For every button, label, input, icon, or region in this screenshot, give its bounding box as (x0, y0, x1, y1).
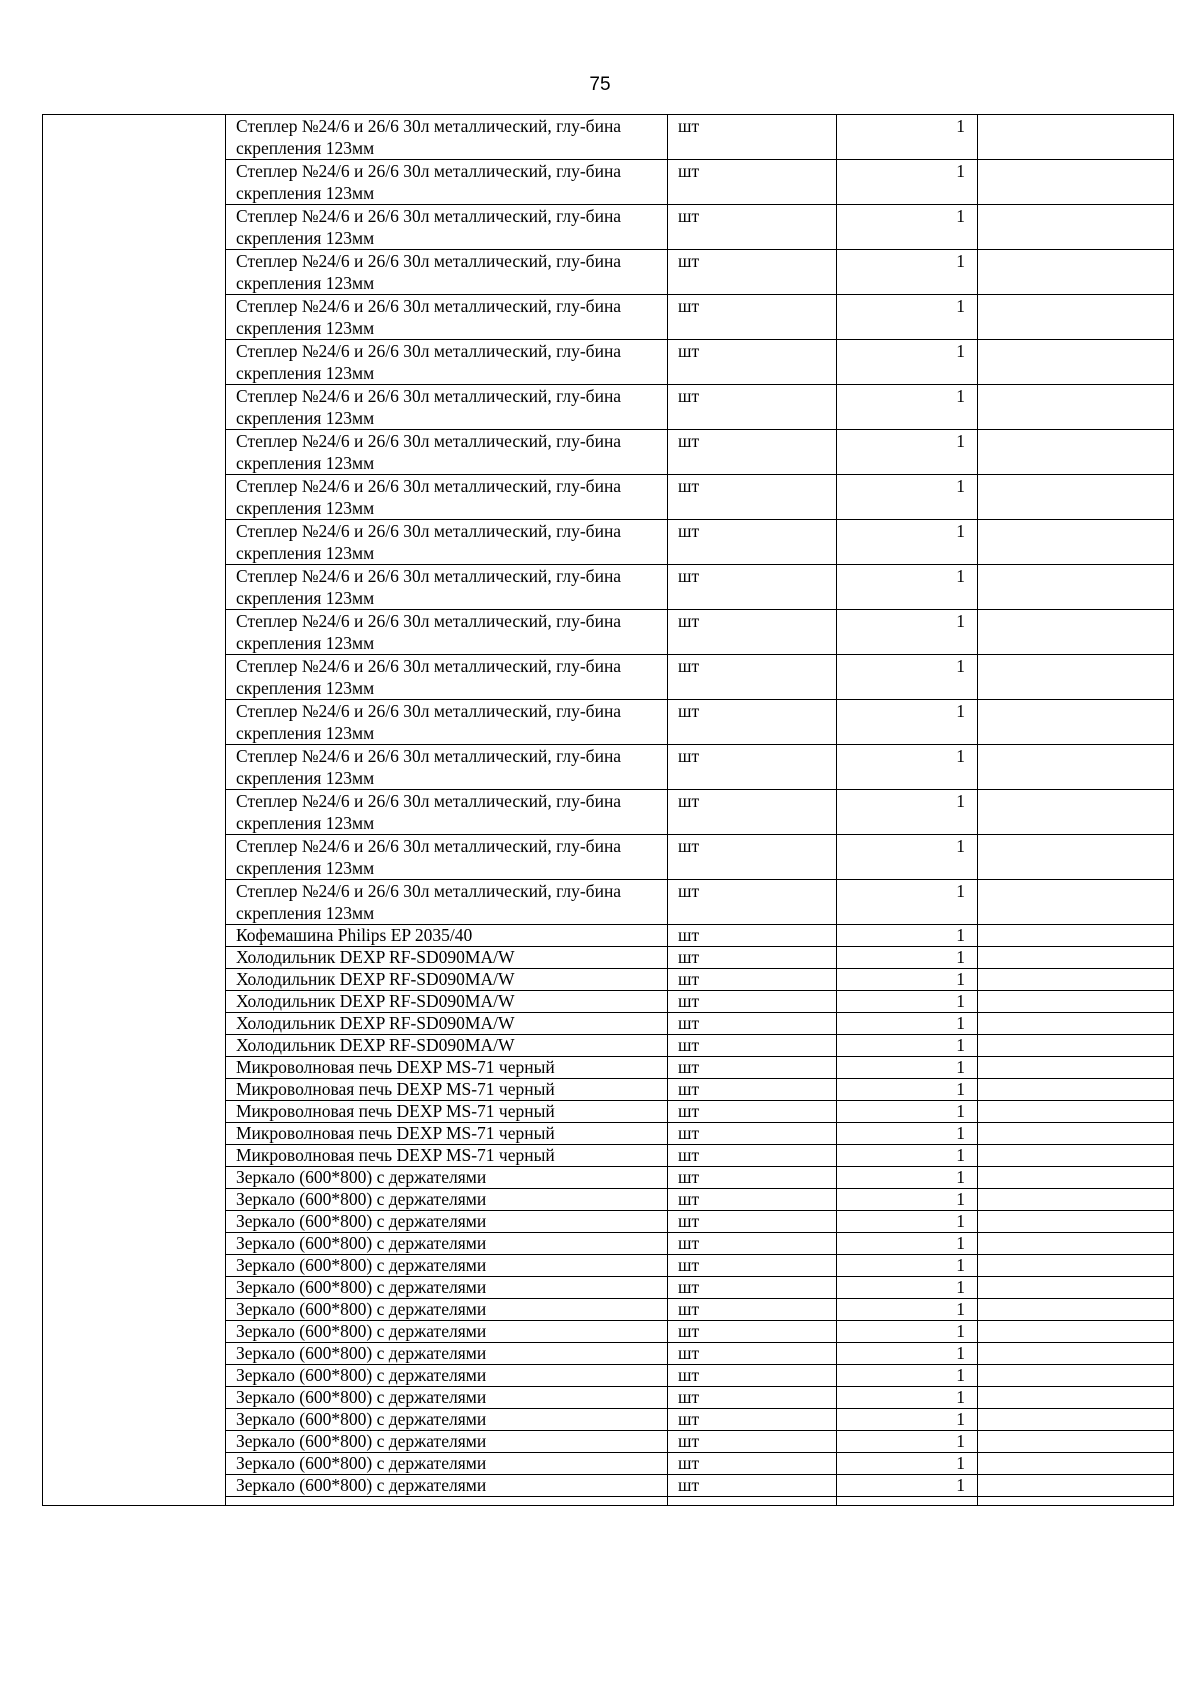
note-cell (978, 1475, 1174, 1497)
quantity-cell: 1 (837, 1343, 978, 1365)
note-cell (978, 925, 1174, 947)
quantity-cell: 1 (837, 205, 978, 250)
note-cell (978, 1365, 1174, 1387)
item-name-cell: Холодильник DEXP RF-SD090MA/W (226, 1035, 668, 1057)
item-name-cell: Холодильник DEXP RF-SD090MA/W (226, 991, 668, 1013)
item-name-cell: Зеркало (600*800) с держателями (226, 1409, 668, 1431)
quantity-cell: 1 (837, 1365, 978, 1387)
item-name-cell: Зеркало (600*800) с держателями (226, 1475, 668, 1497)
quantity-cell: 1 (837, 1277, 978, 1299)
note-cell (978, 340, 1174, 385)
quantity-cell: 1 (837, 1475, 978, 1497)
unit-cell: шт (668, 1233, 837, 1255)
unit-cell: шт (668, 520, 837, 565)
quantity-cell: 1 (837, 947, 978, 969)
table-body (43, 115, 1174, 1506)
note-cell (978, 160, 1174, 205)
quantity-cell: 1 (837, 1321, 978, 1343)
unit-cell: шт (668, 295, 837, 340)
quantity-cell: 1 (837, 1211, 978, 1233)
quantity-cell: 1 (837, 700, 978, 745)
quantity-cell: 1 (837, 1453, 978, 1475)
unit-cell: шт (668, 1431, 837, 1453)
quantity-cell: 1 (837, 1101, 978, 1123)
note-cell (978, 115, 1174, 160)
item-name-cell: Зеркало (600*800) с держателями (226, 1211, 668, 1233)
quantity-cell: 1 (837, 520, 978, 565)
note-cell (978, 745, 1174, 790)
unit-cell: шт (668, 1123, 837, 1145)
quantity-cell: 1 (837, 295, 978, 340)
unit-cell: шт (668, 1475, 837, 1497)
note-cell (978, 1123, 1174, 1145)
unit-cell: шт (668, 1409, 837, 1431)
item-name-cell: Зеркало (600*800) с держателями (226, 1431, 668, 1453)
note-cell (978, 1101, 1174, 1123)
tail-cell (226, 1497, 668, 1506)
item-name-cell: Степлер №24/6 и 26/6 30л металлический, глу-бина скрепления 123мм (226, 295, 668, 340)
item-name-cell: Зеркало (600*800) с держателями (226, 1255, 668, 1277)
item-name-cell: Микроволновая печь DEXP MS-71 черный (226, 1123, 668, 1145)
tail-cell (978, 1497, 1174, 1506)
note-cell (978, 205, 1174, 250)
unit-cell: шт (668, 610, 837, 655)
item-name-cell: Степлер №24/6 и 26/6 30л металлический, глу-бина скрепления 123мм (226, 115, 668, 160)
unit-cell: шт (668, 115, 837, 160)
quantity-cell: 1 (837, 1035, 978, 1057)
item-name-cell: Степлер №24/6 и 26/6 30л металлический, глу-бина скрепления 123мм (226, 745, 668, 790)
page-number: 75 (589, 74, 611, 95)
note-cell (978, 1167, 1174, 1189)
unit-cell: шт (668, 925, 837, 947)
unit-cell: шт (668, 700, 837, 745)
unit-cell: шт (668, 475, 837, 520)
note-cell (978, 655, 1174, 700)
note-cell (978, 565, 1174, 610)
quantity-cell: 1 (837, 430, 978, 475)
note-cell (978, 991, 1174, 1013)
unit-cell: шт (668, 1277, 837, 1299)
inventory-table (42, 114, 1174, 1506)
quantity-cell: 1 (837, 745, 978, 790)
note-cell (978, 1299, 1174, 1321)
item-name-cell: Микроволновая печь DEXP MS-71 черный (226, 1101, 668, 1123)
note-cell (978, 880, 1174, 925)
item-name-cell: Зеркало (600*800) с держателями (226, 1277, 668, 1299)
item-name-cell: Степлер №24/6 и 26/6 30л металлический, глу-бина скрепления 123мм (226, 160, 668, 205)
quantity-cell: 1 (837, 1431, 978, 1453)
item-name-cell: Зеркало (600*800) с держателями (226, 1387, 668, 1409)
unit-cell: шт (668, 947, 837, 969)
unit-cell: шт (668, 1189, 837, 1211)
item-name-cell: Микроволновая печь DEXP MS-71 черный (226, 1057, 668, 1079)
table-row (43, 115, 1174, 160)
item-name-cell: Степлер №24/6 и 26/6 30л металлический, глу-бина скрепления 123мм (226, 700, 668, 745)
note-cell (978, 1057, 1174, 1079)
quantity-cell: 1 (837, 1387, 978, 1409)
unit-cell: шт (668, 1211, 837, 1233)
quantity-cell: 1 (837, 790, 978, 835)
tail-cell (668, 1497, 837, 1506)
note-cell (978, 430, 1174, 475)
note-cell (978, 1321, 1174, 1343)
note-cell (978, 835, 1174, 880)
quantity-cell: 1 (837, 1255, 978, 1277)
quantity-cell: 1 (837, 1145, 978, 1167)
item-name-cell: Кофемашина Philips EP 2035/40 (226, 925, 668, 947)
unit-cell: шт (668, 991, 837, 1013)
quantity-cell: 1 (837, 1079, 978, 1101)
unit-cell: шт (668, 160, 837, 205)
item-name-cell: Степлер №24/6 и 26/6 30л металлический, глу-бина скрепления 123мм (226, 430, 668, 475)
item-name-cell: Степлер №24/6 и 26/6 30л металлический, глу-бина скрепления 123мм (226, 205, 668, 250)
unit-cell: шт (668, 385, 837, 430)
item-name-cell: Степлер №24/6 и 26/6 30л металлический, глу-бина скрепления 123мм (226, 610, 668, 655)
note-cell (978, 1409, 1174, 1431)
note-cell (978, 947, 1174, 969)
unit-cell: шт (668, 790, 837, 835)
quantity-cell: 1 (837, 925, 978, 947)
note-cell (978, 1189, 1174, 1211)
item-name-cell: Зеркало (600*800) с держателями (226, 1365, 668, 1387)
item-name-cell: Микроволновая печь DEXP MS-71 черный (226, 1079, 668, 1101)
unit-cell: шт (668, 1101, 837, 1123)
unit-cell: шт (668, 1255, 837, 1277)
unit-cell: шт (668, 205, 837, 250)
quantity-cell: 1 (837, 1167, 978, 1189)
note-cell (978, 385, 1174, 430)
item-name-cell: Степлер №24/6 и 26/6 30л металлический, глу-бина скрепления 123мм (226, 520, 668, 565)
note-cell (978, 520, 1174, 565)
item-name-cell: Степлер №24/6 и 26/6 30л металлический, глу-бина скрепления 123мм (226, 340, 668, 385)
unit-cell: шт (668, 1167, 837, 1189)
unit-cell: шт (668, 1057, 837, 1079)
quantity-cell: 1 (837, 969, 978, 991)
quantity-cell: 1 (837, 1233, 978, 1255)
unit-cell: шт (668, 1453, 837, 1475)
note-cell (978, 1343, 1174, 1365)
item-name-cell: Зеркало (600*800) с держателями (226, 1343, 668, 1365)
item-name-cell: Зеркало (600*800) с держателями (226, 1321, 668, 1343)
note-cell (978, 1277, 1174, 1299)
note-cell (978, 1145, 1174, 1167)
note-cell (978, 1233, 1174, 1255)
quantity-cell: 1 (837, 160, 978, 205)
unit-cell: шт (668, 1013, 837, 1035)
item-name-cell: Зеркало (600*800) с держателями (226, 1233, 668, 1255)
note-cell (978, 969, 1174, 991)
tail-cell (837, 1497, 978, 1506)
merged-index-cell (43, 115, 226, 1506)
unit-cell: шт (668, 565, 837, 610)
item-name-cell: Зеркало (600*800) с держателями (226, 1167, 668, 1189)
unit-cell: шт (668, 1343, 837, 1365)
item-name-cell: Степлер №24/6 и 26/6 30л металлический, глу-бина скрепления 123мм (226, 790, 668, 835)
unit-cell: шт (668, 1035, 837, 1057)
quantity-cell: 1 (837, 115, 978, 160)
quantity-cell: 1 (837, 991, 978, 1013)
note-cell (978, 475, 1174, 520)
note-cell (978, 1431, 1174, 1453)
unit-cell: шт (668, 745, 837, 790)
note-cell (978, 295, 1174, 340)
item-name-cell: Зеркало (600*800) с держателями (226, 1299, 668, 1321)
unit-cell: шт (668, 835, 837, 880)
quantity-cell: 1 (837, 250, 978, 295)
note-cell (978, 1453, 1174, 1475)
item-name-cell: Холодильник DEXP RF-SD090MA/W (226, 947, 668, 969)
item-name-cell: Степлер №24/6 и 26/6 30л металлический, глу-бина скрепления 123мм (226, 565, 668, 610)
quantity-cell: 1 (837, 1409, 978, 1431)
quantity-cell: 1 (837, 385, 978, 430)
unit-cell: шт (668, 1299, 837, 1321)
item-name-cell: Степлер №24/6 и 26/6 30л металлический, глу-бина скрепления 123мм (226, 655, 668, 700)
unit-cell: шт (668, 340, 837, 385)
quantity-cell: 1 (837, 1189, 978, 1211)
note-cell (978, 790, 1174, 835)
item-name-cell: Холодильник DEXP RF-SD090MA/W (226, 969, 668, 991)
quantity-cell: 1 (837, 835, 978, 880)
unit-cell: шт (668, 880, 837, 925)
note-cell (978, 250, 1174, 295)
item-name-cell: Зеркало (600*800) с держателями (226, 1189, 668, 1211)
unit-cell: шт (668, 1321, 837, 1343)
note-cell (978, 1255, 1174, 1277)
unit-cell: шт (668, 655, 837, 700)
item-name-cell: Степлер №24/6 и 26/6 30л металлический, глу-бина скрепления 123мм (226, 385, 668, 430)
quantity-cell: 1 (837, 340, 978, 385)
unit-cell: шт (668, 1365, 837, 1387)
quantity-cell: 1 (837, 1057, 978, 1079)
unit-cell: шт (668, 1079, 837, 1101)
quantity-cell: 1 (837, 475, 978, 520)
note-cell (978, 1211, 1174, 1233)
item-name-cell: Степлер №24/6 и 26/6 30л металлический, глу-бина скрепления 123мм (226, 475, 668, 520)
note-cell (978, 610, 1174, 655)
unit-cell: шт (668, 1387, 837, 1409)
quantity-cell: 1 (837, 565, 978, 610)
quantity-cell: 1 (837, 655, 978, 700)
item-name-cell: Степлер №24/6 и 26/6 30л металлический, глу-бина скрепления 123мм (226, 835, 668, 880)
note-cell (978, 1387, 1174, 1409)
item-name-cell: Степлер №24/6 и 26/6 30л металлический, глу-бина скрепления 123мм (226, 880, 668, 925)
note-cell (978, 700, 1174, 745)
unit-cell: шт (668, 969, 837, 991)
quantity-cell: 1 (837, 1013, 978, 1035)
quantity-cell: 1 (837, 1123, 978, 1145)
unit-cell: шт (668, 430, 837, 475)
quantity-cell: 1 (837, 1299, 978, 1321)
item-name-cell: Микроволновая печь DEXP MS-71 черный (226, 1145, 668, 1167)
unit-cell: шт (668, 250, 837, 295)
item-name-cell: Степлер №24/6 и 26/6 30л металлический, глу-бина скрепления 123мм (226, 250, 668, 295)
note-cell (978, 1035, 1174, 1057)
note-cell (978, 1079, 1174, 1101)
item-name-cell: Холодильник DEXP RF-SD090MA/W (226, 1013, 668, 1035)
note-cell (978, 1013, 1174, 1035)
unit-cell: шт (668, 1145, 837, 1167)
item-name-cell: Зеркало (600*800) с держателями (226, 1453, 668, 1475)
quantity-cell: 1 (837, 880, 978, 925)
quantity-cell: 1 (837, 610, 978, 655)
